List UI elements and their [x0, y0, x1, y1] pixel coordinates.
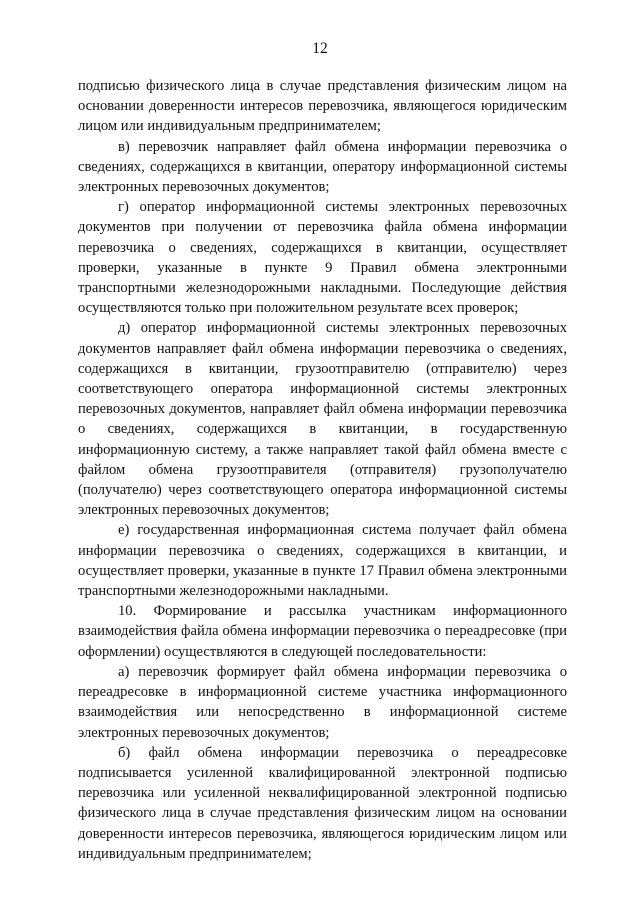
paragraph-item-a: а) перевозчик формирует файл обмена информации перевозчика о переадресовке в информационной системе участника информационного взаимодействия или непосредственно в информационной системе электронных перевозочных документов; — [78, 663, 567, 741]
paragraph-item-d: д) оператор информационной системы электронных перевозочных документов направляет файл обмена информации перевозчика о сведениях, содержащихся в квитанции, грузоотправителю (отправителю) через соответствующего оператора информационной системы электронных перевозочных документов, направляет файл обмена информации перевозчика о сведениях, содержащихся в квитанции, в государственную информационную систему, а также направляет такой файл обмена вместе с файлом обмена грузоотправителя (отправителя) грузополучателю (получателю) через соответствующего оператора информационной системы электронных перевозочных документов; — [78, 320, 567, 519]
paragraph-point-10: 10. Формирование и рассылка участникам информационного взаимодействия файла обмена информации перевозчика о переадресовке (при оформлении) осуществляются в следующей последовательности: — [78, 603, 567, 660]
paragraph-item-e: е) государственная информационная система получает файл обмена информации перевозчика о сведениях, содержащихся в квитанции, и осуществляет проверки, указанные в пункте 17 Правил обмена электронными транспортными железнодорожными накладными. — [78, 522, 567, 600]
paragraph-item-b: б) файл обмена информации перевозчика о переадресовке подписывается усиленной квалифицированной электронной подписью перевозчика или усиленной неквалифицированной электронной подписью физического лица в случае представления физическим лицом на основании доверенности интересов перевозчика, являющегося юридическим лицом или индивидуальным предпринимателем; — [78, 744, 567, 862]
paragraph-item-g: г) оператор информационной системы электронных перевозочных документов при получении от перевозчика файла обмена информации перевозчика о сведениях, содержащихся в квитанции, осуществляет проверки, указанные в пункте 9 Правил обмена электронными транспортными железнодорожными накладными. Последующие действия осуществляются только при положительном результате всех проверок; — [78, 199, 567, 317]
paragraph-item-v: в) перевозчик направляет файл обмена информации перевозчика о сведениях, содержащихся в квитанции, оператору информационной системы электронных перевозочных документов; — [78, 138, 567, 196]
paragraph-continuation: подписью физического лица в случае представления физическим лицом на основании доверенности интересов перевозчика, являющегося юридическим лицом или индивидуальным предпринимателем; — [78, 78, 567, 135]
page-number: 12 — [312, 40, 328, 57]
document-body — [78, 76, 567, 864]
